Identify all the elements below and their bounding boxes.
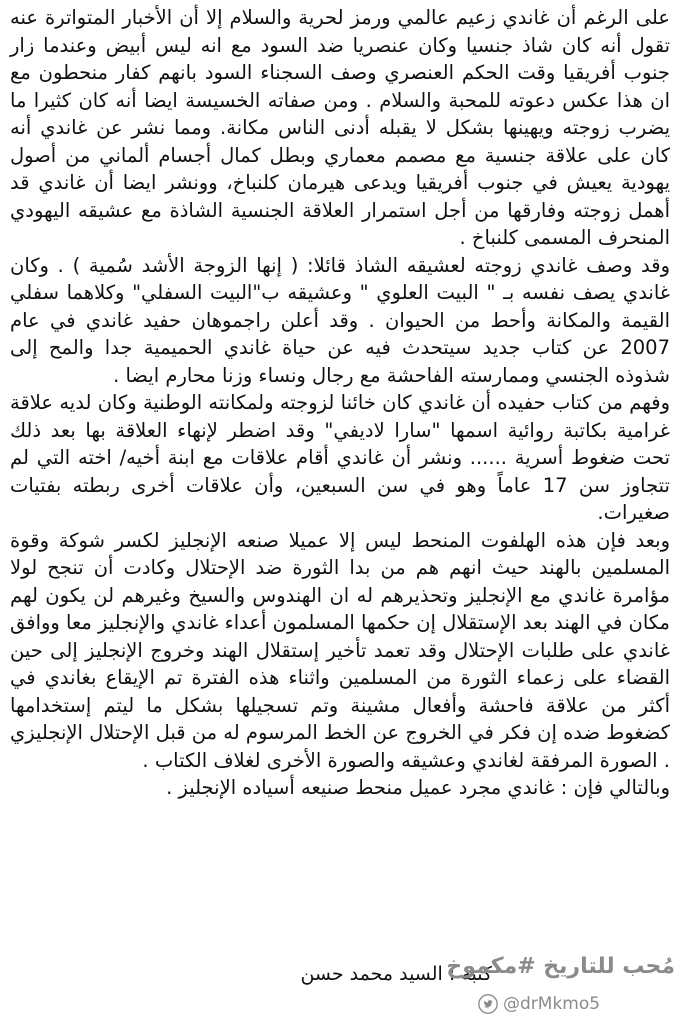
paragraph-1: على الرغم أن غاندي زعيم عالمي ورمز لحرية والسلام إلا أن الأخبار المتواترة عنه تقول أنه كان شاذ جنسيا وكان عنصريا ضد السود مع انه ليس أبيض وعندما زار جنوب أفريقيا وقت الحكم العنصري وصف السجناء السود بانهم كفار منحطون مع ان هذا عكس دعوته للمحبة والسلام . ومن صفاته الخسيسة ايضا أنه كان كثيرا ما يضرب زوجته ويهينها بشكل لا يقبله أدنى الناس مكانة. ومما نشر عن غاندي أنه كان على علاقة جنسية مع مصمم معماري وبطل كمال أجسام ألماني من أصول يهودية يعيش في جنوب أفريقيا ويدعى هيرمان كلنباخ، وونشر ايضا أن غاندي قد أهمل زوجته وفارقها من أجل استمرار العلاقة الجنسية الشاذة مع عشيقه اليهودي المنحرف المسمى كلنباخ . <box>10 6 670 249</box>
paragraph-5: وبالتالي فإن : غاندي مجرد عميل منحط صنيعه أسياده الإنجليز . <box>166 776 670 799</box>
paragraph-2: وقد وصف غاندي زوجته لعشيقه الشاذ قائلا: ( إنها الزوجة الأشد سُمية ) . وكان غاندي يصف نفسه بـ " البيت العلوي " وعشيقه ب"البيت السفلي" وكلاهما سفلي القيمة والمكانة وأحط من الحيوان . وقد أعلن راجموهان حفيد غاندي في عام 2007 عن كتاب جديد سيتحدث فيه عن حياة غاندي الحميمية جدا والمح إلى شذوذه الجنسي وممارسته الفاحشة مع رجال ونساء وزنا محارم ايضا . <box>10 253 670 387</box>
paragraph-3: وفهم من كتاب حفيده أن غاندي كان خائنا لزوجته ولمكانته الوطنية وكان لديه علاقة غرامية بكاتبة روائية اسمها "سارا لاديفي" وقد اضطر لإنهاء العلاقة بها بعد ذلك تحت ضغوط أسرية ...... ونشر أن غاندي أقام علاقات مع ابنة أخيه/ اخته التي لم تتجاوز سن 17 عاماً وهو في سن السبعين، وأن علاقات أخرى ربطته بفتيات صغيرات. <box>10 391 670 524</box>
twitter-bird-icon <box>478 994 498 1014</box>
paragraph-4: وبعد فإن هذه الهلفوت المنحط ليس إلا عميلا صنعه الإنجليز لكسر شوكة وقوة المسلمين بالهند حيث انهم هم من بدا الثورة ضد الإحتلال وكادت أن تنجح لولا مؤامرة غاندي مع الإنجليز وتحذيرهم له ان الهندوس والسيخ وغيرهم لن يكون لهم مكان في الهند بعد الإستقلال إن حكمها المسلمون أعداء غاندي والإنجليز معا ووافق غاندي على طلبات الإحتلال وقد تعمد تأخير إستقلال الهند وخروج الإنجليز إلى حين القضاء على زعماء الثورة من المسلمين واثناء هذه الفترة تم الإيقاع بغاندي في أكثر من علاقة فاحشة وأفعال مشينة وتم تسجيلها بشكل ما ليتم إستخدامها كضغوط ضده إن فكر في الخروج عن الخط المرسوم له من قبل الإحتلال الإنجليزي . الصورة المرفقة لغاندي وعشيقه والصورة الأخرى لغلاف الكتاب . <box>10 528 670 772</box>
watermark-title: مُحب للتاريخ #مكموخ <box>446 954 675 979</box>
signature-area <box>0 952 682 1024</box>
watermark-handle: @drMkmo5 <box>503 994 601 1014</box>
author-line: كتبه : السيد محمد حسن <box>300 963 492 985</box>
article-body <box>10 4 670 802</box>
watermark-handle-row <box>478 994 600 1014</box>
